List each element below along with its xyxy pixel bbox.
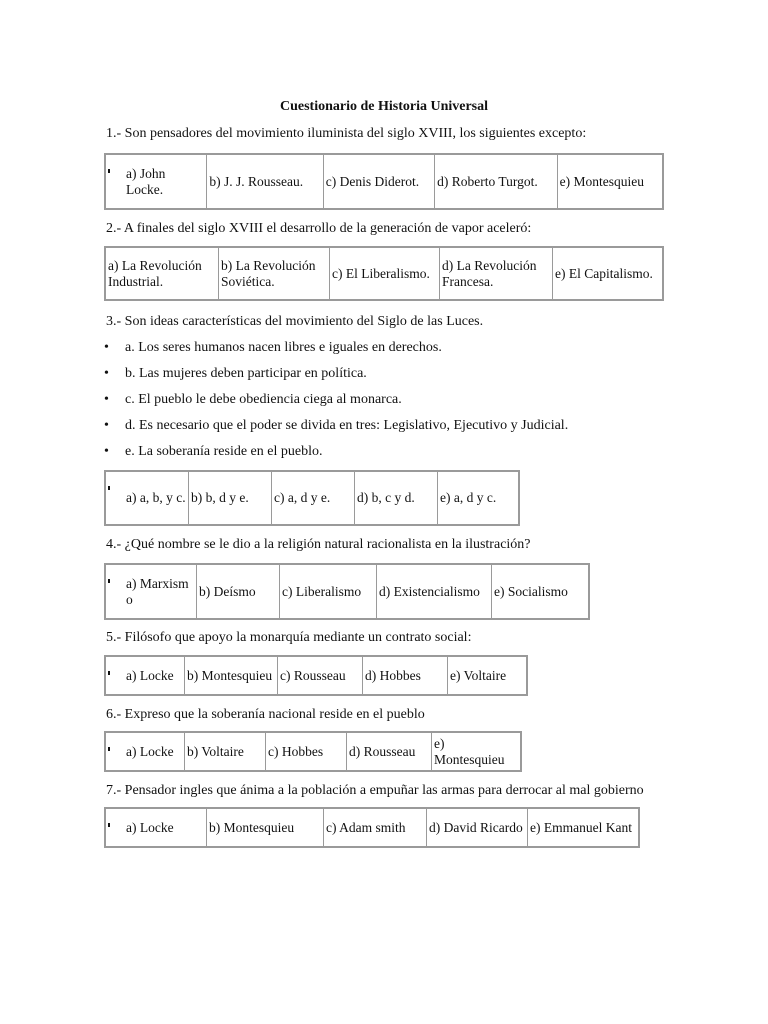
question-3-options — [104, 470, 520, 526]
option-c: c) Adam smith — [324, 808, 427, 847]
option-e: e) Voltaire — [448, 656, 528, 695]
option-a: a) a, b, y c. — [105, 471, 189, 525]
option-d: d) La Revolución Francesa. — [440, 247, 553, 300]
bullet-icon: • — [104, 366, 109, 381]
option-b: b) Deísmo — [197, 564, 280, 619]
option-e: e) El Capitalismo. — [553, 247, 664, 300]
option-c: c) a, d y e. — [272, 471, 355, 525]
option-c: c) Hobbes — [266, 732, 347, 771]
option-a: a) Locke — [105, 656, 185, 695]
option-d: d) Roberto Turgot. — [435, 154, 557, 209]
question-3-text: 3.- Son ideas características del movimiento del Siglo de las Luces. — [106, 314, 484, 329]
option-a: a) Locke — [105, 732, 185, 771]
page-title: Cuestionario de Historia Universal — [279, 99, 489, 114]
option-d: d) b, c y d. — [355, 471, 438, 525]
question-1-options — [104, 153, 664, 210]
question-5-text: 5.- Filósofo que apoyo la monarquía mediante un contrato social: — [106, 630, 472, 645]
option-a: a) Locke — [105, 808, 207, 847]
option-c: c) El Liberalismo. — [330, 247, 440, 300]
question-2-text: 2.- A finales del siglo XVIII el desarrollo de la generación de vapor aceleró: — [106, 221, 532, 236]
question-5-options — [104, 655, 528, 696]
option-e: e) a, d y c. — [438, 471, 520, 525]
question-7-options — [104, 807, 640, 848]
option-b: b) b, d y e. — [189, 471, 272, 525]
option-e: e) Montesquieu — [557, 154, 663, 209]
option-b: b) J. J. Rousseau. — [207, 154, 323, 209]
option-c: c) Denis Diderot. — [323, 154, 434, 209]
option-c: c) Liberalismo — [280, 564, 377, 619]
option-d: d) Existencialismo — [377, 564, 492, 619]
question-7-text: 7.- Pensador ingles que ánima a la población a empuñar las armas para derrocar al mal gobierno — [106, 783, 644, 798]
option-e: e) Montesquieu — [432, 732, 522, 771]
question-6-text: 6.- Expreso que la soberanía nacional reside en el pueblo — [106, 707, 425, 722]
bullet-icon: • — [104, 392, 109, 407]
option-d: d) Rousseau — [347, 732, 432, 771]
option-b: b) Montesquieu — [185, 656, 278, 695]
option-a: a) La Revolución Industrial. — [105, 247, 219, 300]
question-2-options — [104, 246, 664, 301]
option-b: b) Voltaire — [185, 732, 266, 771]
option-e: e) Emmanuel Kant — [528, 808, 640, 847]
option-e: e) Socialismo — [492, 564, 590, 619]
option-d: d) David Ricardo — [427, 808, 528, 847]
bullet-icon: • — [104, 418, 109, 433]
option-b: b) La Revolución Soviética. — [219, 247, 330, 300]
option-a: a) Marxism o — [105, 564, 197, 619]
question-4-text: 4.- ¿Qué nombre se le dio a la religión natural racionalista en la ilustración? — [106, 537, 531, 552]
question-4-options — [104, 563, 590, 620]
option-b: b) Montesquieu — [207, 808, 324, 847]
question-1-text: 1.- Son pensadores del movimiento iluminista del siglo XVIII, los siguientes excepto: — [106, 126, 587, 141]
bullet-icon: • — [104, 444, 109, 459]
question-6-options — [104, 731, 522, 772]
option-c: c) Rousseau — [278, 656, 363, 695]
bullet-icon: • — [104, 340, 109, 355]
option-a: a) John Locke. — [105, 154, 207, 209]
option-d: d) Hobbes — [363, 656, 448, 695]
